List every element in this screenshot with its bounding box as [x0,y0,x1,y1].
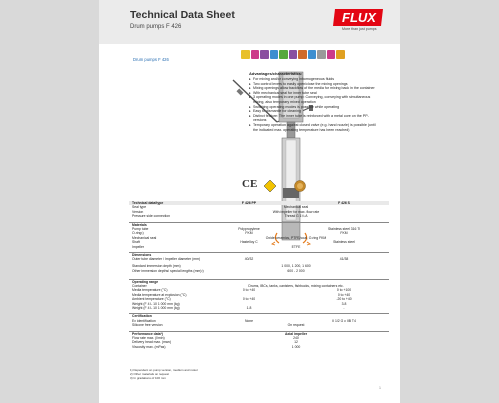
advantage-item: ▸ Switching operating modes is possible while operating [249,105,379,110]
footnote: 3) In gradations of 100 mm [130,375,166,380]
advantage-item: ▸ Two control levers to easily open/close the mixing openings [249,82,379,87]
table-cell: Version [132,209,144,214]
document-page [99,0,400,403]
header-band [99,0,400,44]
advantages-section [249,71,379,132]
table-cell: Ambient temperature (°C) [132,297,171,302]
approval-seal-icon [294,180,306,192]
table-cell: FKM [340,231,348,236]
table-cell: Hastelloy C [240,240,258,245]
table-cell: Media temperature (°C) [132,288,168,293]
table-cell: Stainless steel 316 Ti [327,226,361,231]
application-icon [289,50,298,59]
table-cell: Media temperature at explosion (°C) [132,292,187,297]
certification-marks [242,178,382,194]
table-cell: II 1/2 G c IIB T4 [332,318,356,323]
table-cell: Weight (F 4 L 10 1 000 mm (kg) [132,301,180,306]
table-cell: Drums, IBCs, tanks, canisters, fishbucks, mixing containers etc. [248,284,344,289]
advantages-title: Advantages/characteristics: [249,71,303,76]
table-cell: Materials [132,222,147,227]
table-cell: Impeller [132,244,145,249]
table-cell: - [343,306,345,311]
table-cell: Axial impeller [284,331,308,336]
application-icon [279,50,288,59]
application-icon [270,50,279,59]
page-number: 1 [379,386,381,390]
page-subtitle: Drum pumps F 426 [130,24,182,30]
table-cell: Mechanical seal [283,205,309,210]
table-cell: Thread G 1¼ A [284,214,308,219]
table-cell: Dimensions [132,252,152,257]
table-cell: Seal type [132,205,147,210]
technical-data-table [129,201,389,349]
table-cell: ETFE [291,244,301,249]
advantage-item: ▸ Easy to dismantle for cleaning [249,109,379,114]
table-cell: O-ring¹) [132,231,144,236]
application-icons [241,50,373,64]
table-cell: On request [287,323,305,328]
atex-ex-icon [264,180,276,192]
table-cell: With impeller for max. flow rate [272,209,320,214]
table-cell: 3.8 [341,301,347,306]
table-cell: 40/32 [244,257,254,262]
application-icon [308,50,317,59]
table-cell: 12 [294,340,298,345]
advantage-item: ▸ Distinct feature: The inner tube is reinforced with a metal core on the PP-versions [249,114,379,123]
table-row [129,345,389,349]
table-cell: 0 to +40 [242,297,256,302]
table-row [129,323,389,327]
table-cell: Delivery head max. (mwc) [132,340,172,345]
table-cell: Container [132,284,147,289]
advantage-item: ▸ Mixing openings allow backflow of the media for mixing back in the container [249,86,379,91]
table-row [129,306,389,310]
table-row [129,257,389,264]
application-icon [327,50,336,59]
table-cell: 1 000, 1 200, 1 600 [281,264,311,269]
table-row [129,245,389,249]
table-cell: Ex identification [132,318,156,323]
header-col-s: F 426 S [338,201,350,205]
application-icon [241,50,250,59]
table-cell: 41/38 [339,257,349,262]
table-cell: 1.8 [246,306,252,311]
advantage-item: ▸ For mixing and/or conveying inhomogeneous fluids [249,77,379,82]
table-body [129,205,389,349]
application-icon [317,50,326,59]
table-cell: -20 to +40 [336,297,352,302]
table-cell: Silicone free version [132,323,163,328]
table-cell: FKM [245,231,253,236]
flux-logo-icon [333,9,385,26]
table-cell: 0 to +40 [242,288,256,293]
table-cell: Performance data³) [132,331,163,336]
table-cell: Polypropylene [238,226,260,231]
advantage-item: ▸ With mechanical seal for inner tube seal [249,91,379,96]
ce-mark: CE [242,178,258,190]
table-cell: Flow rate max. (l/min) [132,335,165,340]
table-cell: Oxide ceramics, PTFE/coal, O-ring FKM [265,235,327,240]
header-col-pp: F 426 PP [241,201,257,205]
table-row [129,214,389,218]
application-icon [251,50,260,59]
table-cell: Mechanical seal [132,235,157,240]
table-row [129,269,389,276]
table-cell: None [244,318,254,323]
table-cell: 0 to +100 [336,288,352,293]
table-cell: 1 000 [291,344,301,349]
table-cell: Weight (F 4 L 10 1 000 mm (kg) [132,306,180,311]
table-cell: Certification [132,314,152,319]
table-cell: Stainless steel [333,240,355,245]
table-cell: 600 - 2 000 [287,268,305,273]
page-title: Technical Data Sheet [130,9,235,21]
footnote: 2) Other materials on request [130,371,170,376]
table-cell: Shaft [132,240,140,245]
advantage-item: ▸ 3 operating modes in one pump: Conveying, conveying with simultaneous mixing, also temporary mixed operation [249,95,379,104]
table-cell: Operating range [132,279,159,284]
advantages-list [249,77,379,132]
table-cell: 0 to +40 [337,292,351,297]
application-icon [260,50,269,59]
logo-text: FLUX [342,10,376,25]
table-cell: 240 [293,335,299,340]
footnote: 1) Dependent on pump version, medium and motor [130,368,198,372]
footnotes [130,369,198,380]
application-icon [336,50,345,59]
table-cell: Outer tube diameter / Impeller diameter (mm) [132,257,201,262]
table-cell: Other immersion depths/ special lengths (mm)²) [132,268,204,273]
tagline: More than just pumps [342,27,377,31]
table-cell: Pressure side connection [132,214,171,219]
product-label: Drum pumps F 426 [133,57,169,62]
application-icon [298,50,307,59]
advantage-item: ▸ Temporary operation against closed valve (e.g. hand nozzle) is possible (until the indicated max. operating temperature has been reached) [249,123,379,132]
table-cell: Pump tube [132,226,149,231]
header-label: Technical data/type [132,201,164,205]
table-cell: Viscosity max. (mPas) [132,344,166,349]
table-cell: Standard immersion depth (mm) [132,264,181,269]
